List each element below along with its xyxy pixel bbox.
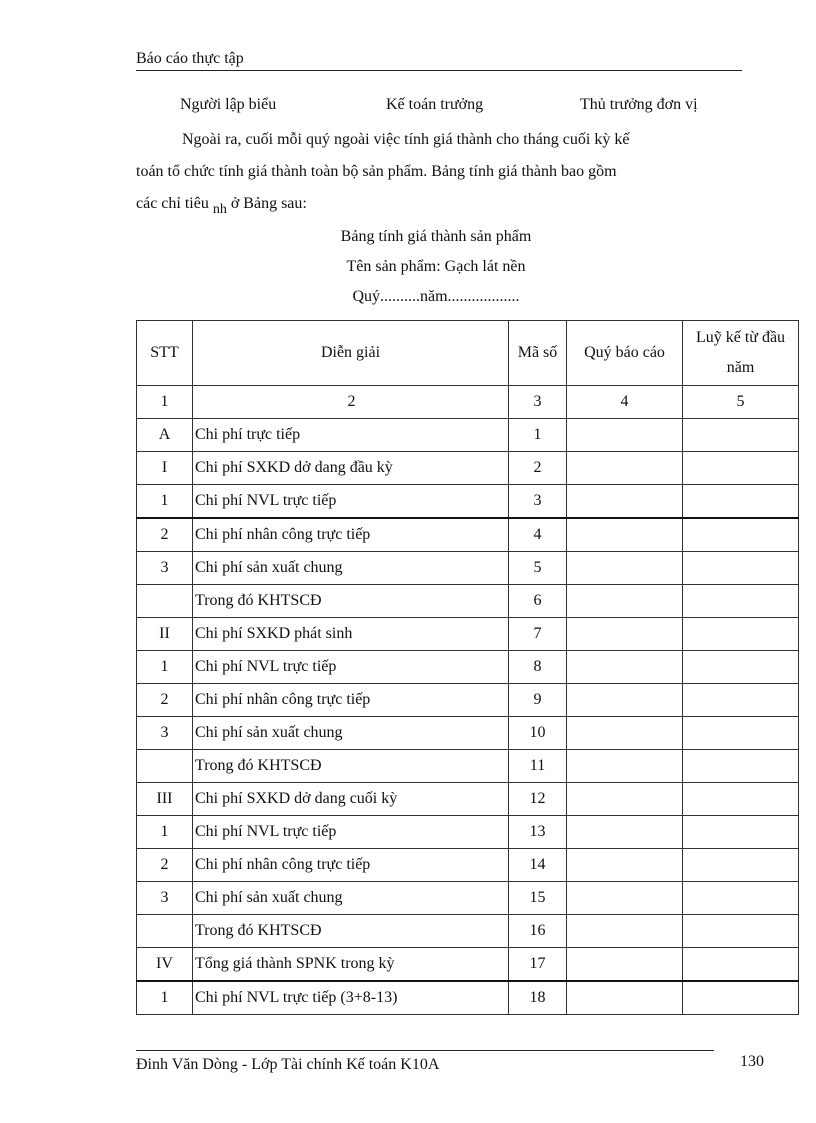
row-description: Trong đó KHTSCĐ [193,750,509,783]
header-ytd-accumulated: Luỹ kế từ đầu năm [683,321,799,386]
row-reporting-quarter-value [567,849,683,882]
row-description: Chi phí NVL trực tiếp [193,651,509,684]
row-ytd-value [683,948,799,982]
paragraph-line-3-end: ở Bảng sau: [230,195,307,212]
row-stt: 1 [137,816,193,849]
row-reporting-quarter-value [567,717,683,750]
row-stt: 3 [137,882,193,915]
row-reporting-quarter-value [567,981,683,1015]
intro-paragraph [136,124,736,220]
row-code: 16 [509,915,567,948]
row-ytd-value [683,849,799,882]
row-code: 13 [509,816,567,849]
row-ytd-value [683,816,799,849]
row-code: 5 [509,552,567,585]
signature-head-of-unit: Thủ trưởng đơn vị [580,96,698,113]
signature-row [136,96,742,118]
row-ytd-value [683,750,799,783]
row-ytd-value [683,585,799,618]
table-header-row [137,321,799,386]
header-code: Mã số [509,321,567,386]
row-ytd-value [683,882,799,915]
row-ytd-value [683,452,799,485]
column-number: 1 [137,386,193,419]
row-stt: 3 [137,552,193,585]
row-reporting-quarter-value [567,618,683,651]
row-reporting-quarter-value [567,948,683,982]
paragraph-line-2: toán tổ chức tính giá thành toàn bộ sản phẩm. Bảng tính giá thành bao gồm [136,163,617,180]
row-description: Chi phí nhân công trực tiếp [193,849,509,882]
row-stt [137,585,193,618]
signature-preparer: Người lập biểu [180,96,277,113]
header-divider [136,70,742,71]
row-ytd-value [683,419,799,452]
page-number: 130 [740,1053,764,1070]
row-code: 1 [509,419,567,452]
row-description: Chi phí sản xuất chung [193,717,509,750]
table-row [137,717,799,750]
paragraph-line-3 [136,188,736,220]
row-reporting-quarter-value [567,552,683,585]
paragraph-line-1: Ngoài ra, cuối mỗi quý ngoài việc tính giá thành cho tháng cuối kỳ kế [182,131,630,148]
column-number: 5 [683,386,799,419]
table-title: Bảng tính giá thành sản phẩm [340,228,532,245]
table-titles [136,226,736,316]
paragraph-line-3-start: các chỉ tiêu [136,195,209,212]
row-reporting-quarter-value [567,651,683,684]
table-product-name: Tên sản phẩm: Gạch lát nền [346,258,526,275]
row-description: Chi phí NVL trực tiếp [193,485,509,519]
footer-divider [136,1050,714,1051]
row-ytd-value [683,981,799,1015]
column-number: 3 [509,386,567,419]
row-stt: 2 [137,849,193,882]
row-ytd-value [683,915,799,948]
row-reporting-quarter-value [567,485,683,519]
row-stt: 2 [137,684,193,717]
row-stt: A [137,419,193,452]
row-code: 8 [509,651,567,684]
row-description: Tổng giá thành SPNK trong kỳ [193,948,509,982]
row-ytd-value [683,552,799,585]
row-ytd-value [683,783,799,816]
table-row [137,419,799,452]
table-row [137,585,799,618]
row-description: Chi phí nhân công trực tiếp [193,518,509,552]
row-stt: 1 [137,981,193,1015]
row-ytd-value [683,684,799,717]
report-header-title: Báo cáo thực tập [136,50,244,67]
row-ytd-value [683,618,799,651]
row-code: 14 [509,849,567,882]
row-reporting-quarter-value [567,882,683,915]
table-row [137,849,799,882]
table-row [137,915,799,948]
row-code: 17 [509,948,567,982]
row-reporting-quarter-value [567,816,683,849]
row-reporting-quarter-value [567,684,683,717]
row-code: 7 [509,618,567,651]
row-code: 6 [509,585,567,618]
table-period: Quý..........năm.................. [352,288,520,305]
row-description: Trong đó KHTSCĐ [193,585,509,618]
row-stt: 1 [137,485,193,519]
header-reporting-quarter: Quý báo cáo [567,321,683,386]
row-stt: 2 [137,518,193,552]
row-description: Chi phí SXKD dở dang đầu kỳ [193,452,509,485]
row-stt: II [137,618,193,651]
row-ytd-value [683,485,799,519]
paragraph-line-3-subscript: nh [212,202,227,217]
footer-author: Đinh Văn Dòng - Lớp Tài chính Kế toán K10A [136,1056,440,1073]
column-number: 4 [567,386,683,419]
row-code: 11 [509,750,567,783]
header-stt: STT [137,321,193,386]
table-row [137,750,799,783]
row-stt: I [137,452,193,485]
row-description: Chi phí SXKD dở dang cuối kỳ [193,783,509,816]
table-row [137,518,799,552]
row-reporting-quarter-value [567,750,683,783]
row-reporting-quarter-value [567,419,683,452]
row-description: Trong đó KHTSCĐ [193,915,509,948]
row-stt [137,915,193,948]
row-code: 3 [509,485,567,519]
row-description: Chi phí NVL trực tiếp [193,816,509,849]
row-code: 15 [509,882,567,915]
row-stt: III [137,783,193,816]
row-description: Chi phí nhân công trực tiếp [193,684,509,717]
row-stt [137,750,193,783]
row-code: 10 [509,717,567,750]
table-row [137,981,799,1015]
header-description: Diễn giải [193,321,509,386]
row-stt: 1 [137,651,193,684]
row-code: 2 [509,452,567,485]
table-row [137,948,799,982]
signature-chief-accountant: Kế toán trưởng [386,96,484,113]
row-description: Chi phí trực tiếp [193,419,509,452]
row-code: 4 [509,518,567,552]
table-row [137,618,799,651]
row-description: Chi phí SXKD phát sinh [193,618,509,651]
table-row [137,552,799,585]
row-stt: IV [137,948,193,982]
table-row [137,452,799,485]
row-reporting-quarter-value [567,585,683,618]
row-ytd-value [683,518,799,552]
table-row [137,882,799,915]
table-row [137,783,799,816]
row-ytd-value [683,717,799,750]
table-row [137,816,799,849]
table-row [137,684,799,717]
row-code: 12 [509,783,567,816]
row-reporting-quarter-value [567,518,683,552]
row-code: 9 [509,684,567,717]
row-ytd-value [683,651,799,684]
row-reporting-quarter-value [567,915,683,948]
cost-table [136,320,799,1015]
column-number-row [137,386,799,419]
row-description: Chi phí sản xuất chung [193,552,509,585]
row-reporting-quarter-value [567,452,683,485]
row-description: Chi phí NVL trực tiếp (3+8-13) [193,981,509,1015]
table-row [137,651,799,684]
row-code: 18 [509,981,567,1015]
row-reporting-quarter-value [567,783,683,816]
row-stt: 3 [137,717,193,750]
column-number: 2 [193,386,509,419]
row-description: Chi phí sản xuất chung [193,882,509,915]
table-row [137,485,799,519]
